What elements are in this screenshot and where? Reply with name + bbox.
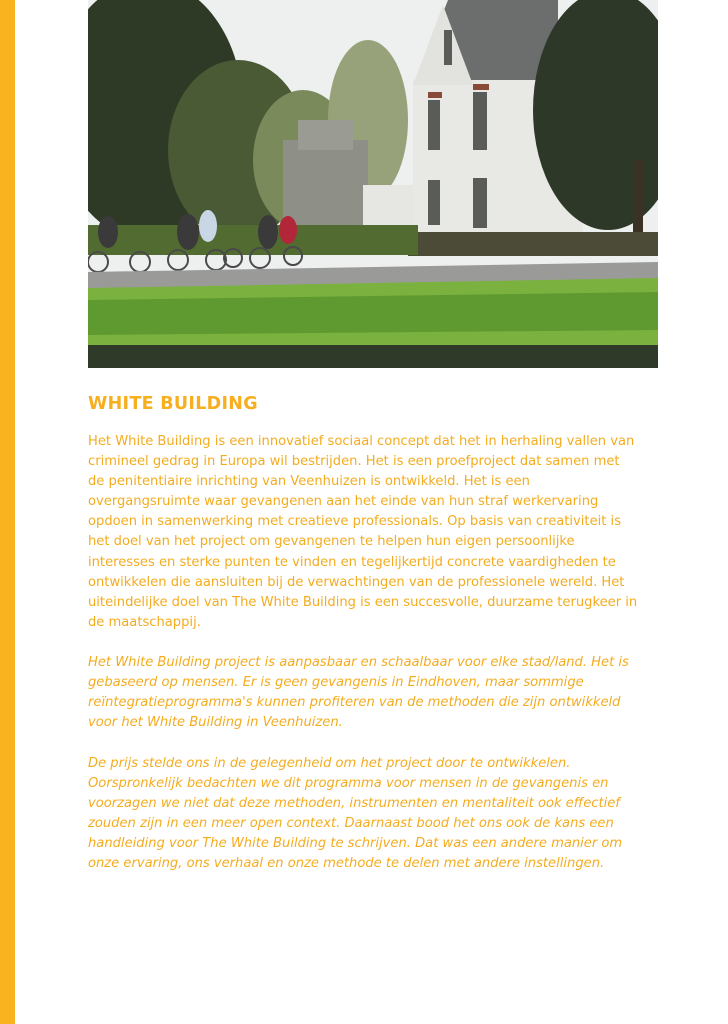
paragraph-intro: Het White Building is een innovatief sociaal concept dat het in herhaling vallen van crimineel gedrag in Europa wil bestrijden. Het is een proefproject dat samen met de penitentiaire inrichting van Veenhuizen is ontwikkeld. Het is een overgangsruimte waar gevangenen aan het einde van hun straf werkervaring opdoen in samenwerking met creatieve professionals. Op basis van creativiteit is het doel van het project om gevangenen te helpen hun eigen persoonlijke interesses en sterke punten te vinden en tegelijkertijd concrete vaardigheden te ontwikkelen die aansluiten bij de verwachtingen van de professionele wereld. Het uiteindelijke doel van The White Building is een succesvolle, duurzame terugkeer in de maatschappij. xyxy=(88,434,638,630)
article-body xyxy=(88,432,638,894)
paragraph-scalability: Het White Building project is aanpasbaar en schaalbaar voor elke stad/land. Het is gebaseerd op mensen. Er is geen gevangenis in Eindhoven, maar sommige reïntegratieprogramma's kunnen profiteren van de methoden die zijn ontwikkeld voor het White Building in Veenhuizen. xyxy=(88,655,629,731)
paragraph-prize: De prijs stelde ons in de gelegenheid om het project door te ontwikkelen. Oorspronkelijk bedachten we dit programma voor mensen in de gevangenis en voorzagen we niet dat deze methoden, instrumenten en mentaliteit ook effectief zouden zijn in een meer open context. Daarnaast bood het ons ook de kans een handleiding voor The White Building te schrijven. Dat was een andere manier om onze ervaring, ons verhaal en onze methode te delen met andere instellingen. xyxy=(88,755,623,871)
article-title: WHITE BUILDING xyxy=(88,394,258,414)
cover-photo xyxy=(88,0,658,368)
side-accent-bar xyxy=(0,0,15,1024)
